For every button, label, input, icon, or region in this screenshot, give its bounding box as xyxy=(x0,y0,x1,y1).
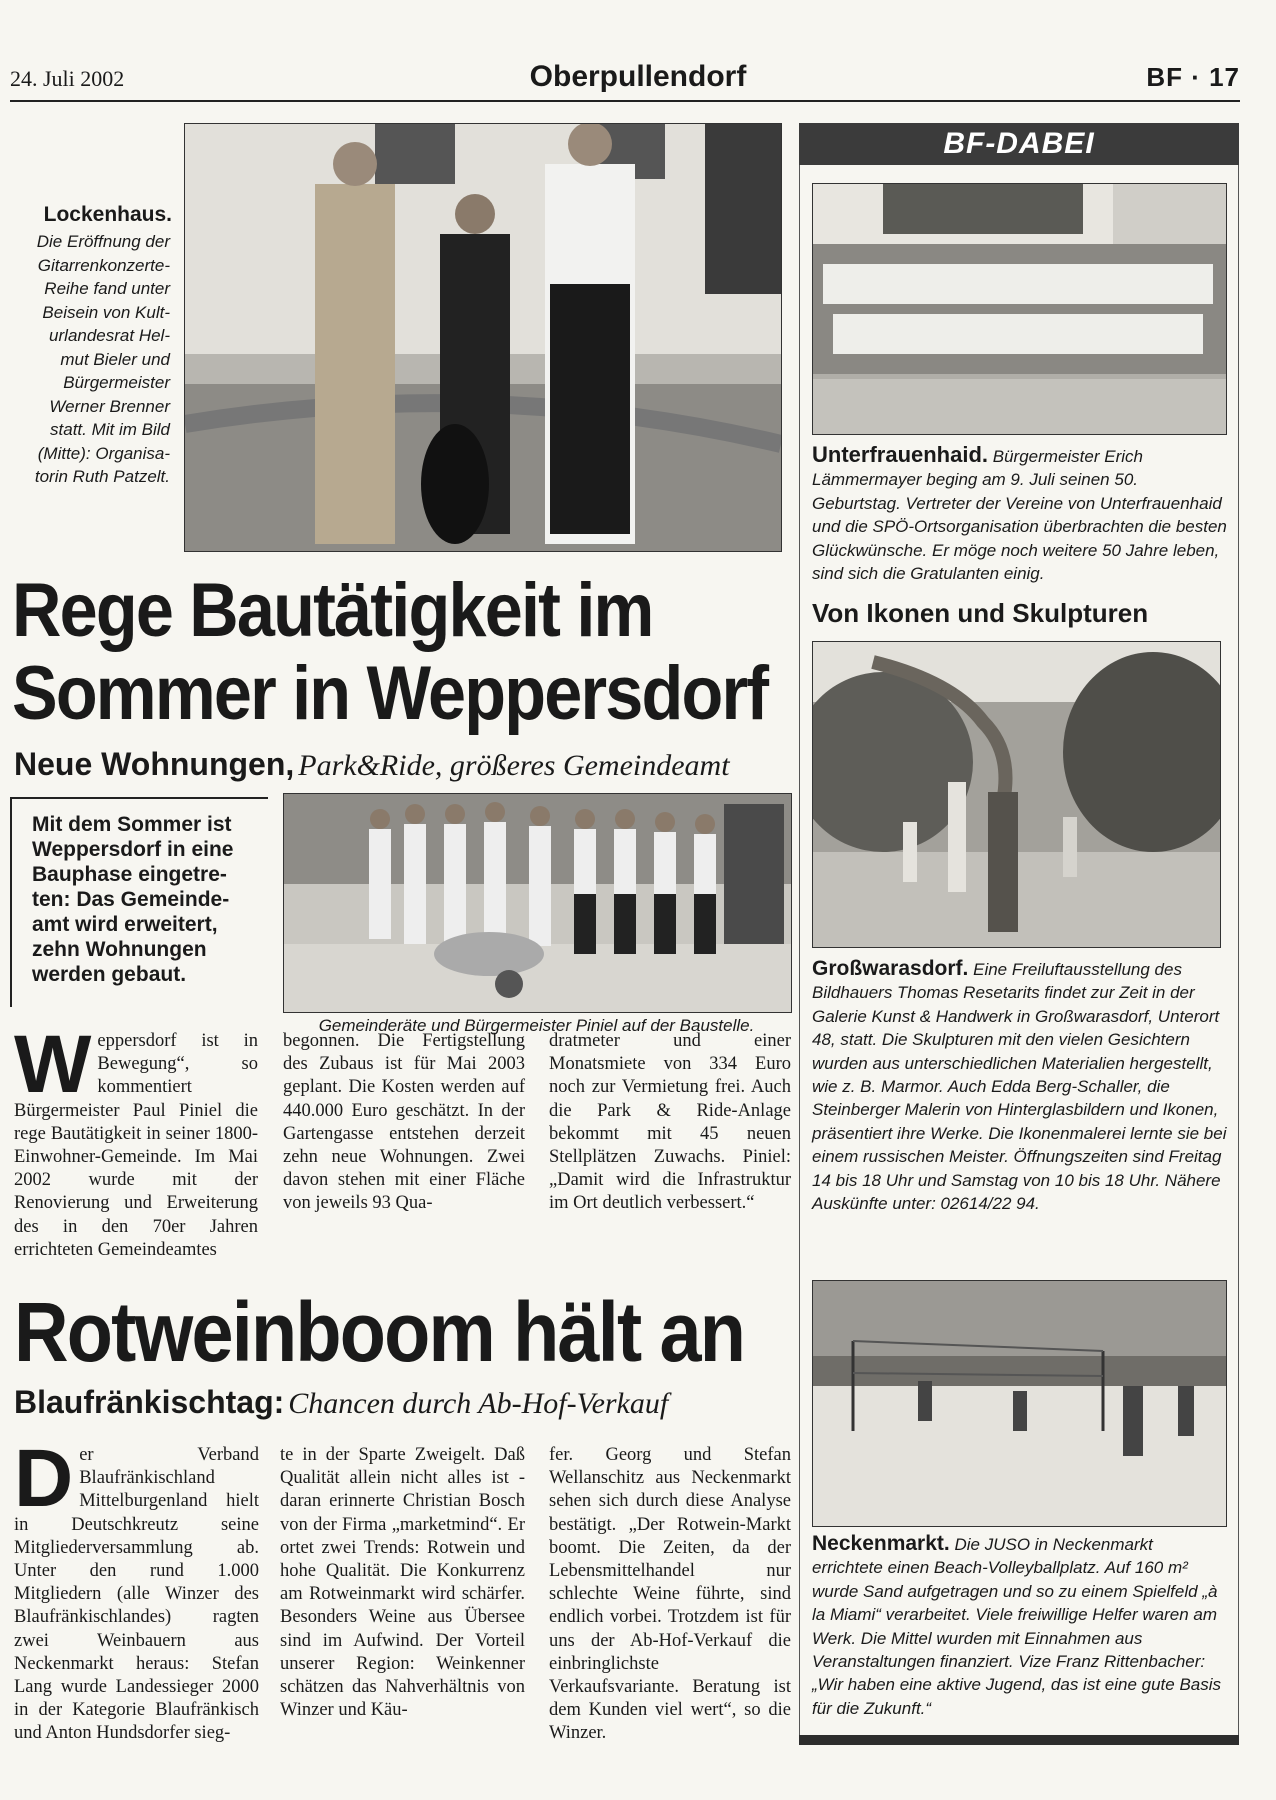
subheadline-bold: Neue Wohnungen, xyxy=(14,746,295,782)
caption-line: Werner Brenner xyxy=(49,396,170,416)
grosswarasdorf-place: Großwarasdorf. xyxy=(812,957,969,980)
intro-line: ten: Das Gemeinde- xyxy=(32,888,230,911)
grosswarasdorf-caption xyxy=(812,957,1228,1215)
rotwein-col1 xyxy=(14,1433,259,1746)
caption-line: Reihe fand unter xyxy=(44,279,170,298)
grosswarasdorf-text: Eine Freiluftausstellung des Bildhauers Thomas Resetarits findet zur Zeit in der Galerie Kunst & Handwerk in Großwarasdorf, Unterort 48, statt. Die Skulpturen mit den vielen Gesichtern wurden aus unterschiedlichen Materialien hergestellt, wie z. B. Marmor. Auch Edda Berg-Schaller, die Steinberger Malerin von Hinterglasbildern und Ikonen, präsentiert ihre Werke. Die Ikonenmalerei lernte sie bei einem russischen Meister. Öffnungszeiten sind Freitag 14 bis 18 Uhr und Samstag von 10 bis 18 Uhr. Nähere Auskünfte unter: 02614/22 94. xyxy=(812,960,1227,1214)
weppersdorf-subheadline xyxy=(14,746,730,783)
weppersdorf-photo-caption: Gemeinderäte und Bürgermeister Piniel auf der Baustelle. xyxy=(318,1016,755,1035)
section-title: Oberpullendorf xyxy=(529,60,747,93)
neckenmarkt-text: Die JUSO in Neckenmarkt errichtete einen Beach-Volleyballplatz. Auf 160 m² wurde Sand aufgetragen und so zu einem Spielfeld „à la Miami“ verarbeitet. Viele freiwillige Helfer waren am Werk. Die Mittel wurden mit Einnahmen aus Veranstaltungen finanziert. Vize Franz Rittenbacher: „Wir haben eine aktive Jugend, das ist eine gute Basis für die Zukunft.“ xyxy=(812,1535,1222,1718)
unterfrauenhaid-caption xyxy=(812,443,1228,585)
caption-line: mut Bieler und xyxy=(60,349,170,369)
rotwein-subheadline xyxy=(14,1384,668,1421)
unterfrauenhaid-photo xyxy=(812,183,1227,435)
unterfrauenhaid-place: Unterfrauenhaid. xyxy=(812,442,989,467)
rotwein-col1-text: er Verband Blaufränkischland Mittelburgenland hielt in Deutschkreutz seine Mitgliederversammlung ab. Unter den rund 1.000 Mitgliedern (alle Winzer des Blaufränkischlandes) ragten zwei Weinbauern aus Neckenmarkt heraus: Stefan Lang wurde Landessieger 2000 in der Kategorie Blaufränkisch und Anton Hundsdorfer sieg- xyxy=(14,1445,259,1744)
neckenmarkt-caption xyxy=(812,1532,1228,1720)
caption-line: Beisein von Kult- xyxy=(42,302,170,322)
weppersdorf-dropcap: W xyxy=(14,1019,92,1110)
neckenmarkt-photo xyxy=(812,1280,1227,1527)
intro-line: Mit dem Sommer ist xyxy=(32,813,232,836)
weppersdorf-col1 xyxy=(14,1019,258,1262)
rotwein-col2: te in der Sparte Zweigelt. Daß Qualität allein nicht alles ist - daran erinnerte Christian Bosch von der Firma „marketmind“. Er ortet zwei Trends: Rotwein und hohe Qualität. Die Konkurrenz am Rotweinmarkt wird schärfer. Besonders Weine aus Übersee sind im Aufwind. Der Vorteil unserer Region: Weinkenner schätzen das Nahverhältnis von Winzer und Käu- xyxy=(280,1445,525,1721)
lockenhaus-caption xyxy=(10,230,170,489)
unterfrauenhaid-text: Bürgermeister Erich Lämmermayer beging am 9. Juli seinen 50. Geburtstag. Vertreter der Vereine von Unterfrauenhaid und die SPÖ-Ortsorganisation überbrachten die besten Glückwünsche. Er möge noch weitere 50 Jahre leben, sind sich die Gratulanten einig. xyxy=(812,447,1227,584)
weppersdorf-photo xyxy=(283,793,792,1013)
sidebar-border-left xyxy=(799,165,800,1735)
intro-line: werden gebaut. xyxy=(32,963,187,986)
sidebar-title: BF-DABEI xyxy=(799,123,1239,165)
caption-line: (Mitte): Organisa- xyxy=(37,443,170,463)
page-number: BF · 17 xyxy=(1146,62,1240,92)
caption-line: urlandesrat Hel- xyxy=(49,326,170,345)
intro-line: Weppersdorf in eine xyxy=(32,838,234,861)
caption-line: Die Eröffnung der xyxy=(36,232,170,251)
weppersdorf-col2: begonnen. Die Fertigstellung des Zubaus ist für Mai 2003 geplant. Die Kosten werden auf 440.000 Euro geschätzt. In der Gartengasse entstehen derzeit zehn neue Wohnungen. Zwei davon stehen mit einer Fläche von jeweils 93 Qua- xyxy=(283,1031,525,1214)
intro-line: amt wird erweitert, xyxy=(32,913,218,936)
rotwein-dropcap: D xyxy=(14,1433,74,1524)
caption-line: torin Ruth Patzelt. xyxy=(34,467,170,486)
sidebar-border-right xyxy=(1238,165,1239,1735)
subheadline-italic: Park&Ride, größeres Gemeindeamt xyxy=(298,749,730,782)
neckenmarkt-place: Neckenmarkt. xyxy=(812,1532,950,1555)
intro-line: zehn Wohnungen xyxy=(32,938,207,961)
header-rule xyxy=(10,100,1240,102)
weppersdorf-col1-text: eppersdorf ist in Bewegung“, so kommentiert Bürgermeister Paul Piniel die rege Bautätigkeit in seiner 1800-Einwohner-Gemeinde. Im Mai 2002 wurde mit der Renovierung und Erweiterung des in den 70er Jahren errichteten Gemeindeamtes xyxy=(14,1031,258,1260)
grosswarasdorf-photo xyxy=(812,641,1221,948)
weppersdorf-headline-line2: Sommer in Weppersdorf xyxy=(12,651,768,736)
caption-line: Gitarrenkonzerte- xyxy=(37,255,170,275)
subheadline-italic: Chancen durch Ab-Hof-Verkauf xyxy=(288,1387,669,1420)
weppersdorf-col3: dratmeter und einer Monatsmiete von 334 Euro noch zur Vermietung frei. Auch die Park & Ride-Anlage bekommt mit 45 neuen Stellplätzen Zuwachs. Piniel: „Damit wird die Infrastruktur im Ort deutlich verbessert.“ xyxy=(549,1031,791,1214)
caption-line: statt. Mit im Bild xyxy=(50,420,170,439)
lockenhaus-place: Lockenhaus. xyxy=(43,203,172,226)
weppersdorf-headline-line1: Rege Bautätigkeit im xyxy=(12,568,653,653)
sidebar-bottom-rule xyxy=(799,1735,1239,1745)
lockenhaus-photo xyxy=(184,123,782,552)
caption-line: Bürgermeister xyxy=(63,373,170,392)
weppersdorf-intro xyxy=(32,812,262,987)
intro-line: Bauphase eingetre- xyxy=(32,863,227,886)
issue-date: 24. Juli 2002 xyxy=(10,66,125,91)
rotwein-headline: Rotweinboom hält an xyxy=(14,1285,745,1379)
ikonen-headline: Von Ikonen und Skulpturen xyxy=(812,598,1149,628)
subheadline-bold: Blaufränkischtag: xyxy=(14,1384,285,1420)
rotwein-col3: fer. Georg und Stefan Wellanschitz aus Neckenmarkt sehen sich durch diese Analyse bestätigt. „Der Rotwein-Markt boomt. Die Zeiten, da der Lebensmittelhandel nur schlechte Weine führte, sind endlich vorbei. Trotzdem ist für uns der Ab-Hof-Verkauf die einbringlichste Verkaufsvariante. Beratung ist dem Kunden viel wert“, so die Winzer. xyxy=(549,1445,791,1744)
